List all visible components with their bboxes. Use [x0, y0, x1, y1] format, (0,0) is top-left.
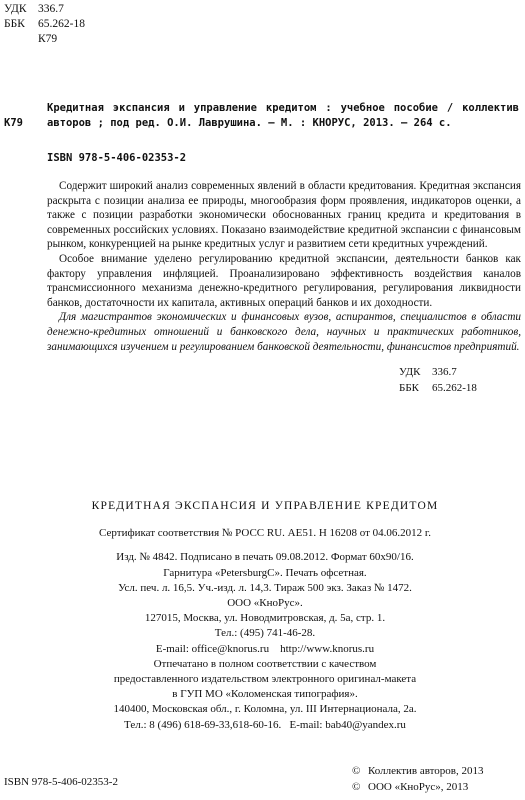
author-mark: К79	[38, 33, 58, 45]
printer-contact: Тел.: 8 (496) 618-69-33,618-60-16. E-mail: bab40@yandex.ru	[124, 718, 406, 731]
isbn-top: ISBN 978-5-406-02353-2	[47, 152, 187, 164]
annotation-paragraph-2: Особое внимание уделено регулированию кредитной экспансии, деятельности банков как фактору управления инфляцией. Проанализировано эффективность воздействия каналов трансмиссионного механизма денежно-кредитного регулирования, регулирования ликвидности банков, достаточности их капитала, активных операций банков и их доходности.	[47, 252, 521, 309]
udk-value-right: 336.7	[432, 366, 457, 378]
publisher-address: 127015, Москва, ул. Новодмитровская, д. 5а, стр. 1.	[144, 612, 386, 625]
copyright-row-authors	[352, 764, 484, 780]
copyright-block	[352, 764, 484, 795]
bibliographic-record: Кредитная экспансия и управление кредитом : учебное пособие / коллектив авторов ; под ред. О.И. Лаврушина. — М. : КНОРУС, 2013. — 264 с.	[47, 102, 519, 129]
typeface-line: Гарнитура «PetersburgC». Печать офсетная.	[163, 566, 367, 579]
bbk-row	[4, 17, 85, 32]
isbn-bottom: ISBN 978-5-406-02353-2	[4, 776, 118, 788]
printed-line-2: предоставленного издательством электронного оригинал-макета	[113, 673, 417, 686]
edition-line: Изд. № 4842. Подписано в печать 09.08.2012. Формат 60х90/16.	[116, 551, 414, 564]
audience-note: Для магистрантов экономических и финансовых вузов, аспирантов, специалистов в области денежно-кредитных отношений и банковского дела, научных и практических работников, занимающихся изучением и регулированием банковской деятельности, финансистов предприятий.	[47, 311, 521, 353]
copyright-publisher: ООО «КноРус», 2013	[368, 780, 469, 793]
printed-line-3: в ГУП МО «Коломенская типография».	[172, 688, 358, 701]
copyright-authors: Коллектив авторов, 2013	[368, 765, 484, 777]
printer-address: 140400, Московская обл., г. Коломна, ул. III Интернационала, 2а.	[113, 703, 417, 716]
bbk-value-right: 65.262-18	[432, 381, 477, 394]
author-mark-side: К79	[4, 117, 23, 129]
imprint-title: КРЕДИТНАЯ ЭКСПАНСИЯ И УПРАВЛЕНИЕ КРЕДИТОМ	[91, 500, 439, 512]
printed-line-1: Отпечатано в полном соответствии с качеством	[153, 657, 377, 670]
udk-row	[4, 2, 85, 17]
author-mark-row	[4, 32, 85, 47]
classification-block-right	[399, 365, 477, 396]
udk-value: 336.7	[38, 3, 64, 15]
bbk-row-right	[399, 381, 477, 397]
bbk-label: ББК	[4, 18, 25, 30]
annotation	[47, 179, 521, 354]
udk-label-right: УДК	[399, 366, 421, 378]
udk-label: УДК	[4, 3, 27, 15]
publisher-line: ООО «КноРус».	[227, 597, 303, 610]
publisher-email-web: E-mail: office@knorus.ru http://www.knorus.ru	[155, 642, 375, 655]
udk-row-right	[399, 365, 477, 381]
copyright-row-publisher	[352, 780, 484, 796]
print-run-line: Усл. печ. л. 16,5. Уч.-изд. л. 14,3. Тираж 500 экз. Заказ № 1472.	[118, 581, 412, 594]
annotation-paragraph-1: Содержит широкий анализ современных явлений в области кредитования. Кредитная экспансия раскрыта с позиции анализа ее природы, многообразия форм проявления, индикаторов оценки, а также с позиции разработки экономически обоснованных границ кредита и кредитования в современных российских условиях. Показано взаимодействие кредитной экспансии с финансовым рынком, конкуренцией на рынке кредитных услуг и развитием сети кредитных учреждений.	[47, 180, 521, 251]
bbk-value: 65.262-18	[38, 18, 85, 30]
imprint-block	[20, 499, 510, 733]
copyright-symbol: ©	[352, 780, 361, 793]
copyright-symbol: ©	[352, 765, 361, 777]
bbk-label-right: ББК	[399, 381, 419, 394]
classification-block	[4, 2, 85, 47]
certificate-line: Сертификат соответствия № РОСС RU. АЕ51. Н 16208 от 04.06.2012 г.	[99, 527, 431, 540]
publisher-phone: Тел.: (495) 741-46-28.	[214, 627, 316, 640]
